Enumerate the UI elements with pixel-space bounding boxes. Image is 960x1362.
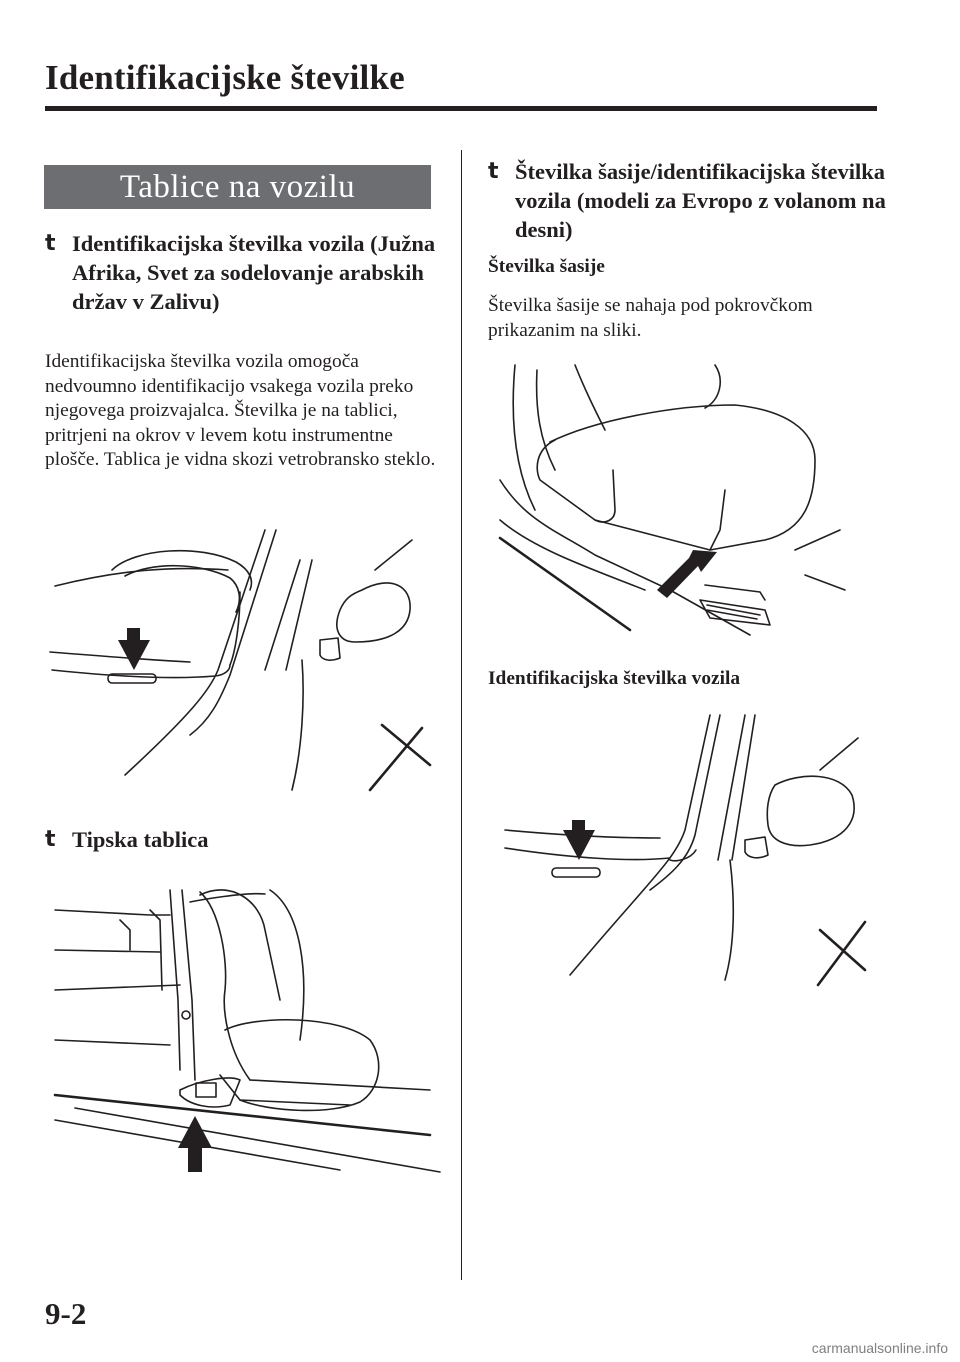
bullet-marker: t	[45, 827, 56, 852]
plate-heading-text: Tipska tablica	[72, 827, 209, 852]
vin-caption: Identifikacijska številka vozila	[488, 668, 741, 689]
down-arrow-icon	[563, 820, 595, 860]
bullet-marker: t	[488, 159, 499, 184]
section-banner	[44, 165, 431, 209]
plate-heading	[45, 825, 445, 854]
bullet-marker: t	[45, 231, 56, 256]
seat-floor-chassis-illustration	[495, 360, 875, 640]
page-title: Identifikacijske številke	[45, 58, 405, 97]
up-arrow-icon	[178, 1116, 212, 1172]
chassis-heading	[488, 157, 888, 244]
section-title: Tablice na vozilu	[119, 168, 356, 205]
vin-heading	[45, 229, 445, 316]
down-arrow-icon	[118, 628, 150, 670]
chassis-body-text: Številka šasije se nahaja pod pokrovčkom prikazanim na sliki.	[488, 295, 813, 341]
column-divider	[461, 150, 462, 1280]
page-number: 9-2	[45, 1296, 87, 1331]
dashboard-vin-plate-illustration	[40, 520, 435, 805]
title-rule	[45, 106, 877, 111]
vin-heading-text: Identifikacijska številka vozila (Južna Afrika, Svet za sodelovanje arabskih držav v Zalivu)	[72, 231, 436, 314]
watermark: carmanualsonline.info	[811, 1340, 948, 1356]
door-pillar-label-illustration	[50, 880, 435, 1180]
vin-body-text: Identifikacijska številka vozila omogoča nedvoumno identifikacijo vsakega vozila preko njegovega proizvajalca. Številka je na tablici, pritrjeni na okrov v levem kotu instrumentne plošče. Tablica je vidna skozi vetrobransko steklo.	[45, 351, 436, 471]
dashboard-vin-plate-illustration-rhd	[500, 710, 870, 990]
up-right-arrow-icon	[657, 550, 717, 598]
chassis-heading-text: Številka šasije/identifikacijska številka vozila (modeli za Evropo z volanom na desni)	[515, 159, 886, 242]
chassis-subheading: Številka šasije	[488, 256, 605, 277]
